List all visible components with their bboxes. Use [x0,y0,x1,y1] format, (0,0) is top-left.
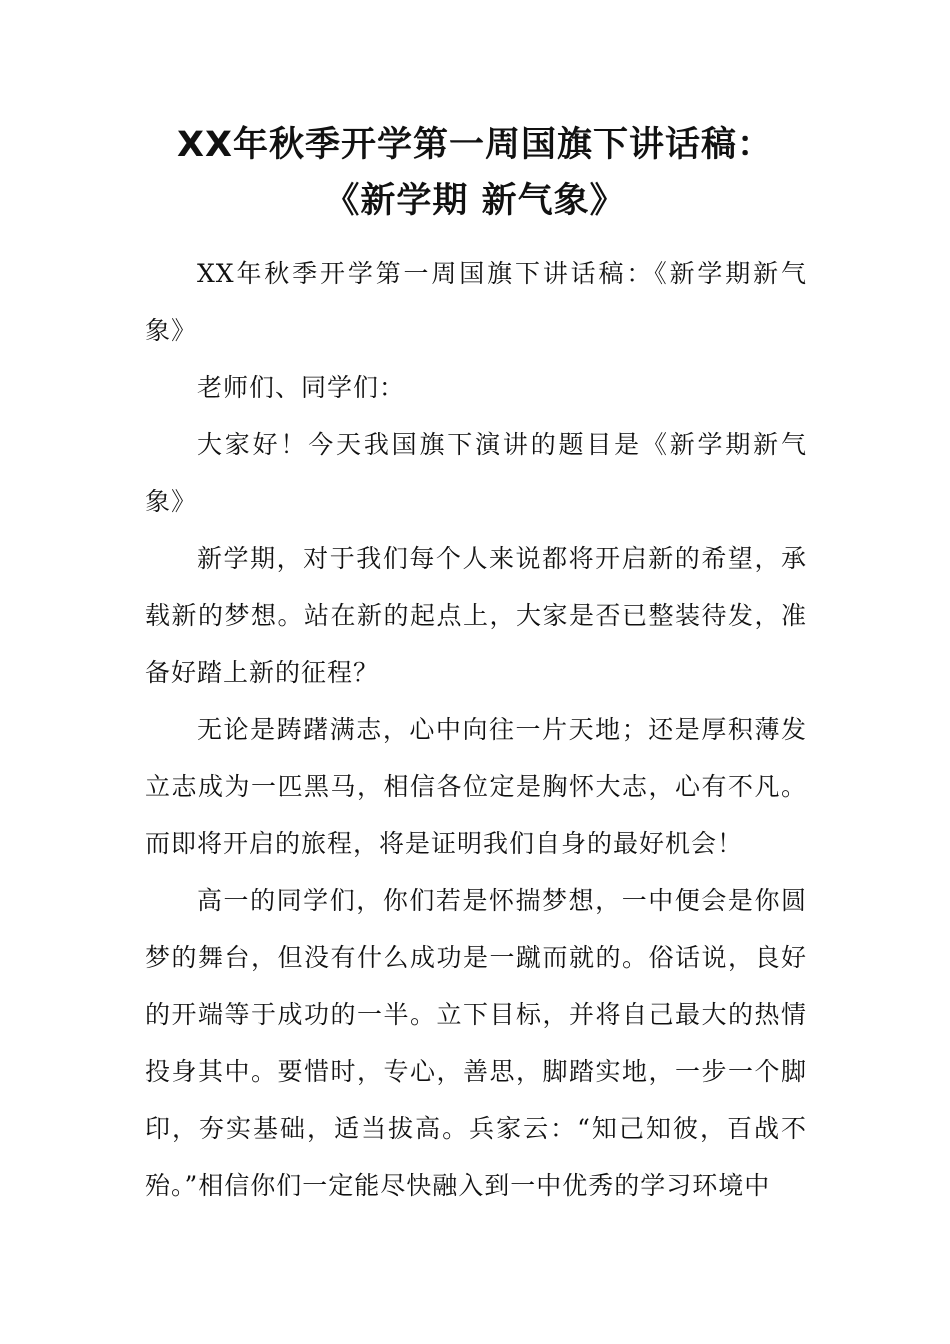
paragraph-freshmen: 高一的同学们，你们若是怀揣梦想，一中便会是你圆梦的舞台，但没有什么成功是一蹴而就的。俗话说，良好的开端等于成功的一半。立下目标，并将自己最大的热情投身其中。要惜时，专心，善思，脚踏实地，一步一个脚印，夯实基础，适当拔高。兵家云：“知己知彼，百战不殆。”相信你们一定能尽快融入到一中优秀的学习环境中 [145,886,807,1200]
document-title-line-1: XX年秋季开学第一周国旗下讲话稿： [177,125,773,165]
paragraph-ambition: 无论是踌躇满志，心中向往一片天地；还是厚积薄发立志成为一匹黑马，相信各位定是胸怀大志，心有不凡。而即将开启的旅程，将是证明我们自身的最好机会！ [145,715,807,858]
paragraph-greeting: 大家好！今天我国旗下演讲的题目是《新学期新气象》 [145,430,807,516]
paragraph-heading-repeat: XX年秋季开学第一周国旗下讲话稿：《新学期新气象》 [145,259,807,345]
document-title-line-2: 《新学期 新气象》 [324,181,626,221]
document-body [145,245,807,1214]
paragraph-new-semester: 新学期，对于我们每个人来说都将开启新的希望，承载新的梦想。站在新的起点上，大家是否已整装待发，准备好踏上新的征程？ [145,544,807,687]
paragraph-salutation: 老师们、同学们： [197,373,406,402]
